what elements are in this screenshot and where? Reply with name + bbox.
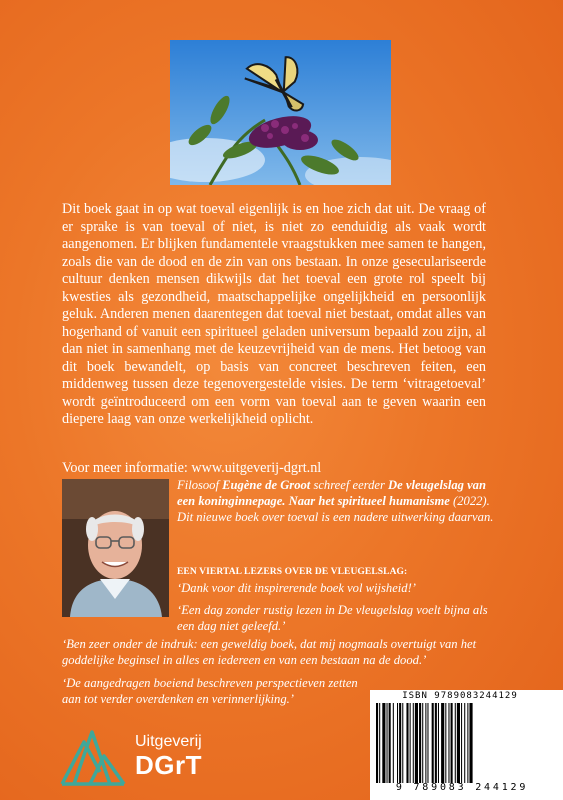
isbn-label: ISBN 9789083244129 — [402, 691, 518, 701]
bio-prefix: Filosoof — [177, 478, 223, 492]
publisher-logo[interactable] — [60, 728, 240, 788]
reviews-heading: EEN VIERTAL LEZERS OVER DE VLEUGELSLAG: — [177, 567, 408, 577]
barcode — [370, 690, 563, 800]
mountain-logo-icon — [60, 728, 132, 786]
author-name: Eugène de Groot — [222, 478, 311, 492]
reader-quote: ‘Een dag zonder rustig lezen in De vleugelslag voelt bijna als een dag niet geleefd.’ — [177, 603, 488, 633]
publisher-name-line2: DGrT — [135, 750, 202, 780]
author-bio — [177, 477, 499, 526]
isbn-digits: 9 789083 244129 — [395, 782, 529, 793]
bio-mid: schreef eerder — [310, 478, 389, 492]
barcode-bars — [376, 703, 554, 783]
previous-book-title: De vleugelslag van een koninginnepage. Naar het spiritueel humanisme — [177, 478, 486, 509]
butterfly-photo — [170, 40, 391, 185]
publisher-name-line1: Uitgeverij — [135, 733, 202, 750]
more-info-link[interactable]: Voor meer informatie: www.uitgeverij-dgrt.nl — [62, 460, 322, 476]
reader-quote: ‘De aangedragen boeiend beschreven perspectieven zetten aan tot verder overdenken en verinnerlijking.’ — [62, 676, 358, 706]
reader-quote: ‘Dank voor dit inspirerende boek vol wijsheid!’ — [177, 581, 416, 595]
reader-quote: ‘Ben zeer onder de indruk: een geweldig boek, dat mij nogmaals overtuigt van het goddelijke beginsel in alles en iedereen en van een bestaan na de dood.’ — [62, 637, 477, 667]
author-portrait — [62, 479, 169, 617]
bio-suffix: (2022). Dit nieuwe boek over toeval is een nadere uitwerking daarvan. — [177, 494, 494, 525]
book-description: Dit boek gaat in op wat toeval eigenlijk is en hoe zich dat uit. De vraag of er sprake is van toeval of niet, is niet zo eenduidig als vaak wordt aangenomen. Er blijken fundamentele vraagstukken mee samen te hangen, zoals die van de dood en de zin van ons bestaan. In onze geseculariseerde cultuur denken mensen dikwijls dat het toeval een grote rol speelt bij kwesties als gezondheid, maatschappelijke ongelijkheid en persoonlijk geluk. Anderen menen daarentegen dat toeval niet bestaat, omdat alles van hogerhand of vanuit een spiritueel geladen universum bepaald zou zijn, al dan niet in samenhang met de keuzevrijheid van de mens. Het betoog van dit boek bewandelt, op basis van concreet beschreven feiten, een middenweg tussen deze tegenovergestelde visies. De term ‘vitragetoeval’ wordt geïntroduceerd om een vorm van toeval aan te geven waarin een diepere laag van onze werkelijkheid oplicht. — [62, 201, 486, 427]
